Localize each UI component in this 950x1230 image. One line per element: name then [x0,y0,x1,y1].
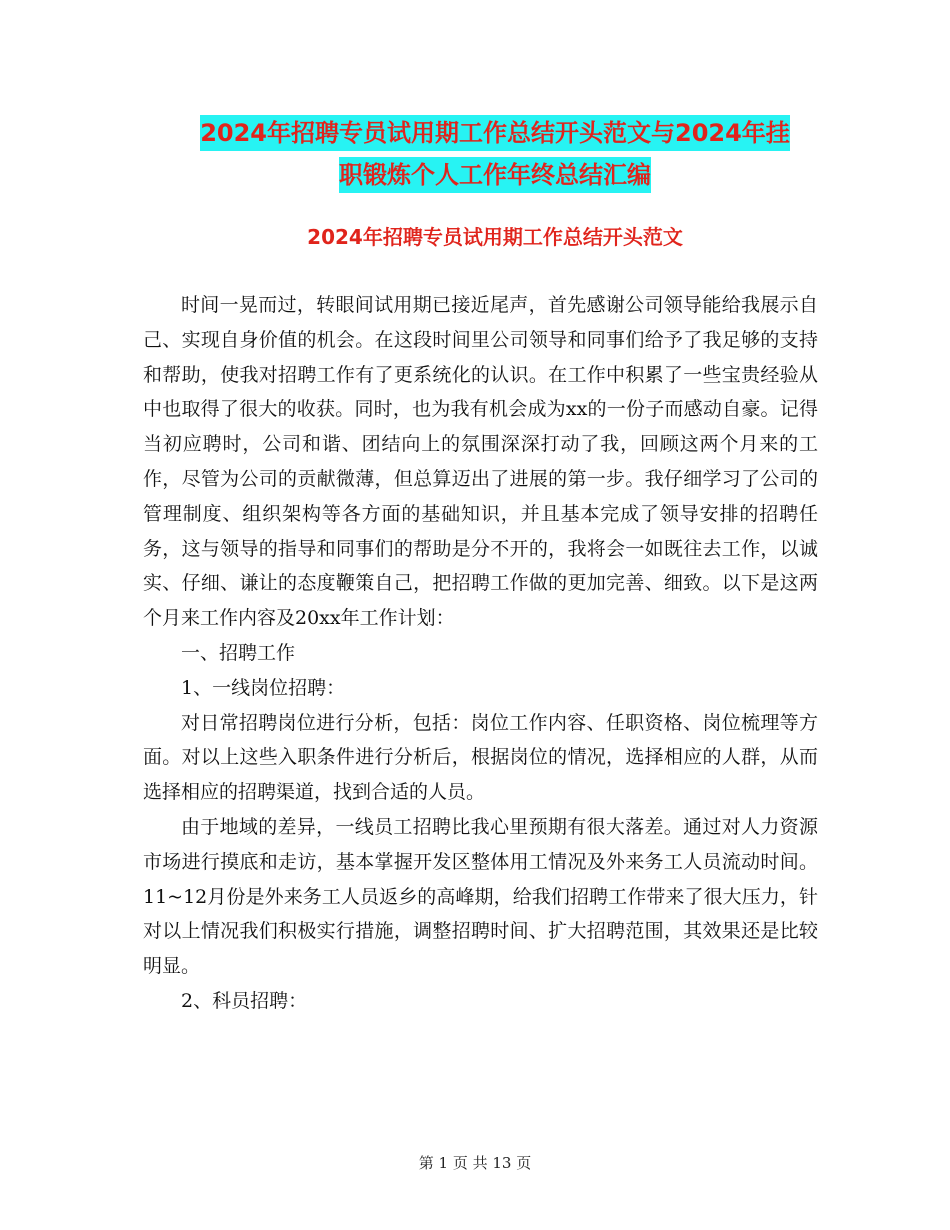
section-title: 2024年招聘专员试用期工作总结开头范文 [307,225,683,249]
paragraph: 一、招聘工作 [181,641,296,664]
paragraph: 2、科员招聘： [181,989,308,1012]
page-number-footer: 第 1 页 共 13 页 [418,1154,532,1172]
paragraph: 由于地域的差异，一线员工招聘比我心里预期有很大落差。通过对人力资源市场进行摸底和走访，基本掌握开发区整体用工情况及外来务工人员流动时间。11~12月份是外来务工人员返乡的高峰期，给我们招聘工作带来了很大压力，针对以上情况我们积极实行措施，调整招聘时间、扩大招聘范围，其效果还是比较明显。 [143,815,818,978]
body-text [143,288,818,1019]
main-title-line-2 [140,150,850,200]
paragraph: 1、一线岗位招聘： [181,676,346,699]
highlighted-title-text: 职锻炼个人工作年终总结汇编 [339,157,651,193]
paragraph: 时间一晃而过，转眼间试用期已接近尾声，首先感谢公司领导能给我展示自己、实现自身价值的机会。在这段时间里公司领导和同事们给予了我足够的支持和帮助，使我对招聘工作有了更系统化的认识。在工作中积累了一些宝贵经验从中也取得了很大的收获。同时，也为我有机会成为xx的一份子而感动自豪。记得当初应聘时，公司和谐、团结向上的氛围深深打动了我，回顾这两个月来的工作，尽管为公司的贡献微薄，但总算迈出了进展的第一步。我仔细学习了公司的管理制度、组织架构等各方面的基础知识，并且基本完成了领导安排的招聘任务，这与领导的指导和同事们的帮助是分不开的，我将会一如既往去工作，以诚实、仔细、谦让的态度鞭策自己，把招聘工作做的更加完善、细致。以下是这两个月来工作内容及20xx年工作计划： [143,294,818,630]
paragraph: 对日常招聘岗位进行分析，包括：岗位工作内容、任职资格、岗位梳理等方面。对以上这些入职条件进行分析后，根据岗位的情况，选择相应的人群，从而选择相应的招聘渠道，找到合适的人员。 [143,711,818,804]
highlighted-title-text: 2024年招聘专员试用期工作总结开头范文与2024年挂 [200,115,790,151]
